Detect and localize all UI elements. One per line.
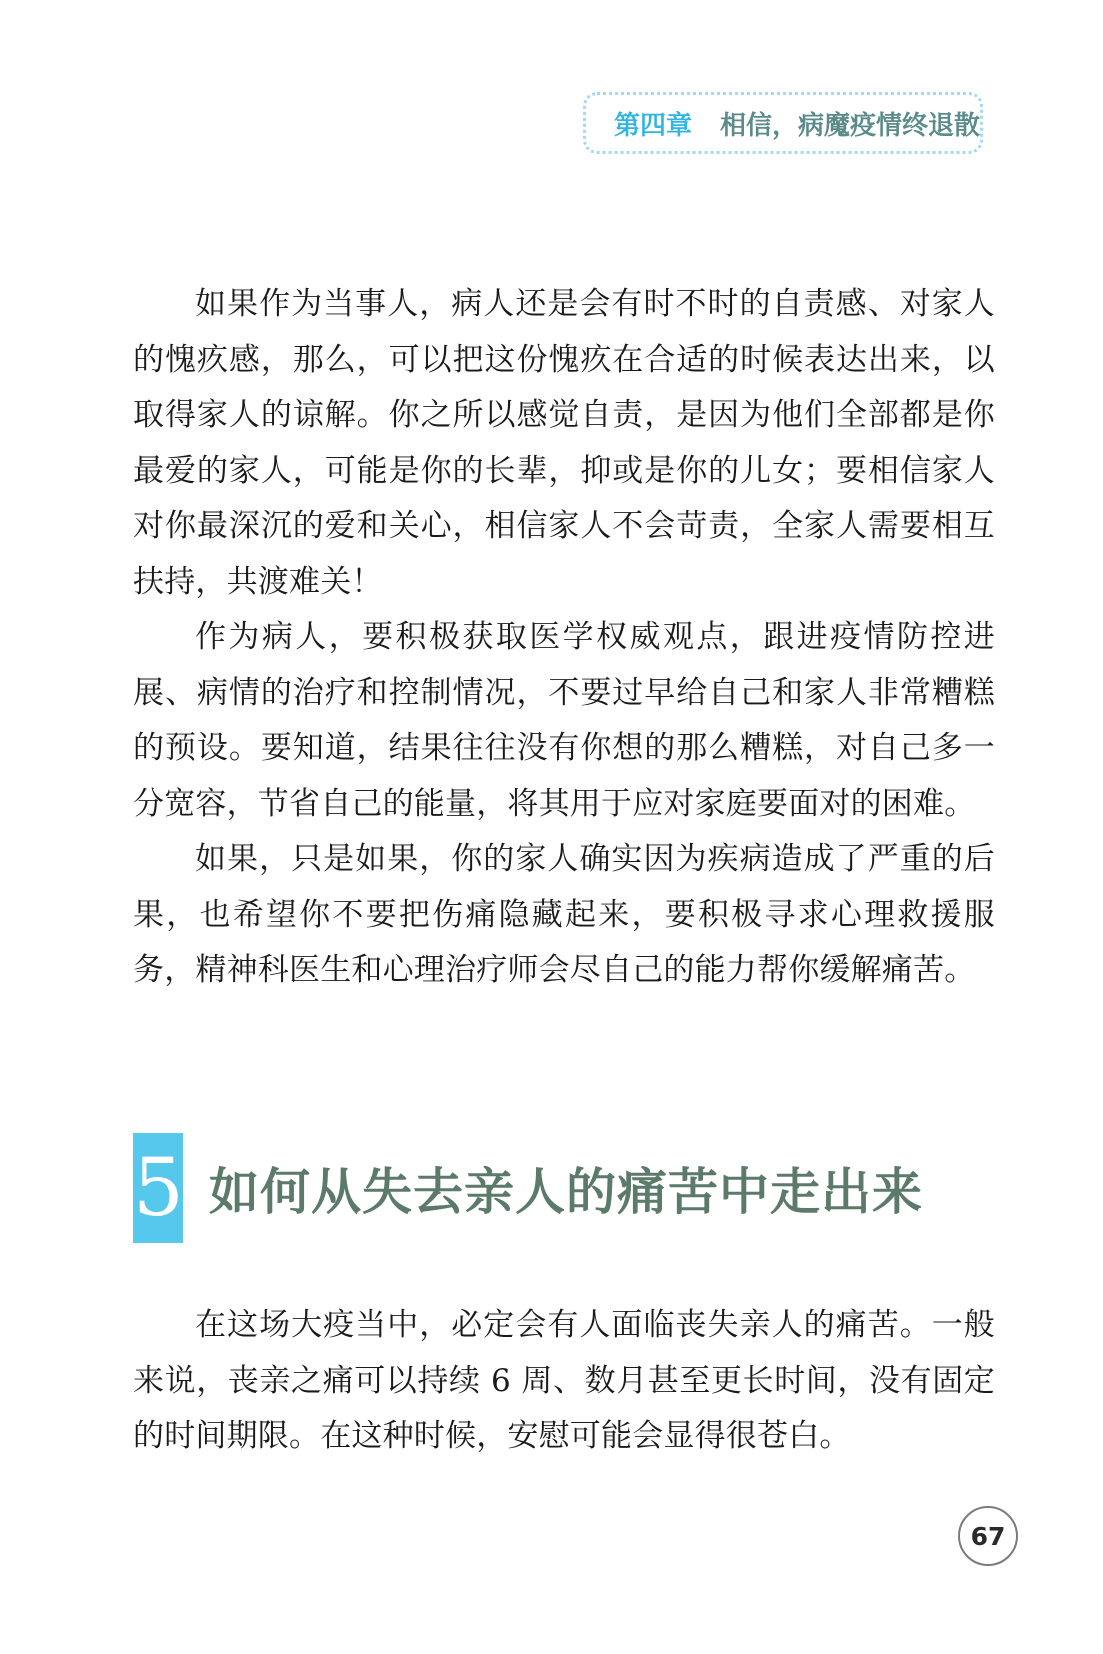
paragraph: 如果作为当事人，病人还是会有时不时的自责感、对家人的愧疚感，那么，可以把这份愧疚在合适的时候表达出来，以取得家人的谅解。你之所以感觉自责，是因为他们全部都是你最爱的家人，可能是你的长辈，抑或是你的儿女；要相信家人对你最深沉的爱和关心，相信家人不会苛责，全家人需要相互扶持，共渡难关！ — [133, 286, 995, 600]
chapter-header — [583, 92, 983, 154]
body-text-before-section — [133, 277, 995, 999]
paragraph: 在这场大疫当中，必定会有人面临丧失亲人的痛苦。一般来说，丧亲之痛可以持续 6 周、数月甚至更长时间，没有固定的时间期限。在这种时候，安慰可能会显得很苍白。 — [133, 1307, 995, 1454]
chapter-title: 相信，病魔疫情终退散 — [720, 110, 981, 141]
body-text-after-section — [133, 1298, 995, 1465]
page-number: 67 — [958, 1506, 1018, 1566]
paragraph: 如果，只是如果，你的家人确实因为疾病造成了严重的后果，也希望你不要把伤痛隐藏起来，要积极寻求心理救援服务，精神科医生和心理治疗师会尽自己的能力帮你缓解痛苦。 — [133, 841, 995, 988]
chapter-number: 第四章 — [614, 110, 693, 141]
section-title: 如何从失去亲人的痛苦中走出来 — [209, 1162, 923, 1221]
section-number-badge: 5 — [133, 1133, 183, 1243]
paragraph: 作为病人，要积极获取医学权威观点，跟进疫情防控进展、病情的治疗和控制情况，不要过早给自己和家人非常糟糕的预设。要知道，结果往往没有你想的那么糟糕，对自己多一分宽容，节省自己的能量，将其用于应对家庭要面对的困难。 — [133, 619, 995, 822]
section-heading — [133, 1133, 923, 1243]
